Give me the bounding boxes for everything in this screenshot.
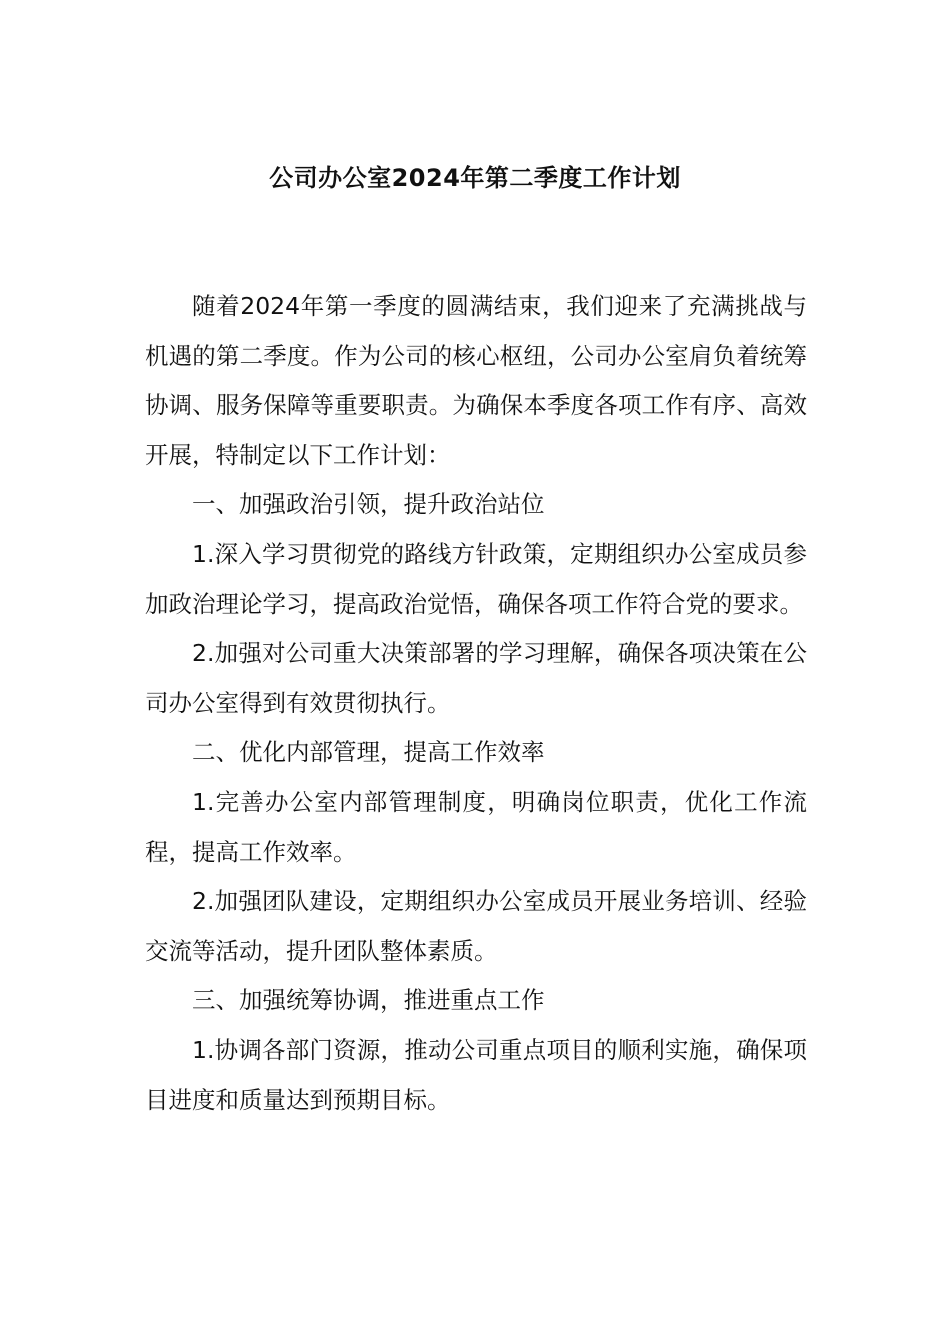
- section-heading-3: 三、加强统筹协调，推进重点工作: [192, 986, 545, 1015]
- document-title: 公司办公室2024年第二季度工作计划: [269, 164, 681, 192]
- document-body: [145, 282, 807, 1125]
- section-heading-1: 一、加强政治引领，提升政治站位: [192, 490, 545, 519]
- section-2-item-1: 1.完善办公室内部管理制度，明确岗位职责，优化工作流程，提高工作效率。: [145, 787, 807, 866]
- section-1-item-2: 2.加强对公司重大决策部署的学习理解，确保各项决策在公司办公室得到有效贯彻执行。: [145, 639, 807, 717]
- section-3-item-1: 1.协调各部门资源，推动公司重点项目的顺利实施，确保项目进度和质量达到预期目标。: [145, 1035, 807, 1114]
- intro-paragraph: 随着2024年第一季度的圆满结束，我们迎来了充满挑战与机遇的第二季度。作为公司的核心枢纽，公司办公室肩负着统筹协调、服务保障等重要职责。为确保本季度各项工作有序、高效开展，特制定以下工作计划：: [145, 292, 807, 469]
- section-heading-2: 二、优化内部管理，提高工作效率: [192, 738, 545, 767]
- section-2-item-2: 2.加强团队建设，定期组织办公室成员开展业务培训、经验交流等活动，提升团队整体素质。: [145, 887, 807, 965]
- section-1-item-1: 1.深入学习贯彻党的路线方针政策，定期组织办公室成员参加政治理论学习，提高政治觉悟，确保各项工作符合党的要求。: [145, 539, 807, 618]
